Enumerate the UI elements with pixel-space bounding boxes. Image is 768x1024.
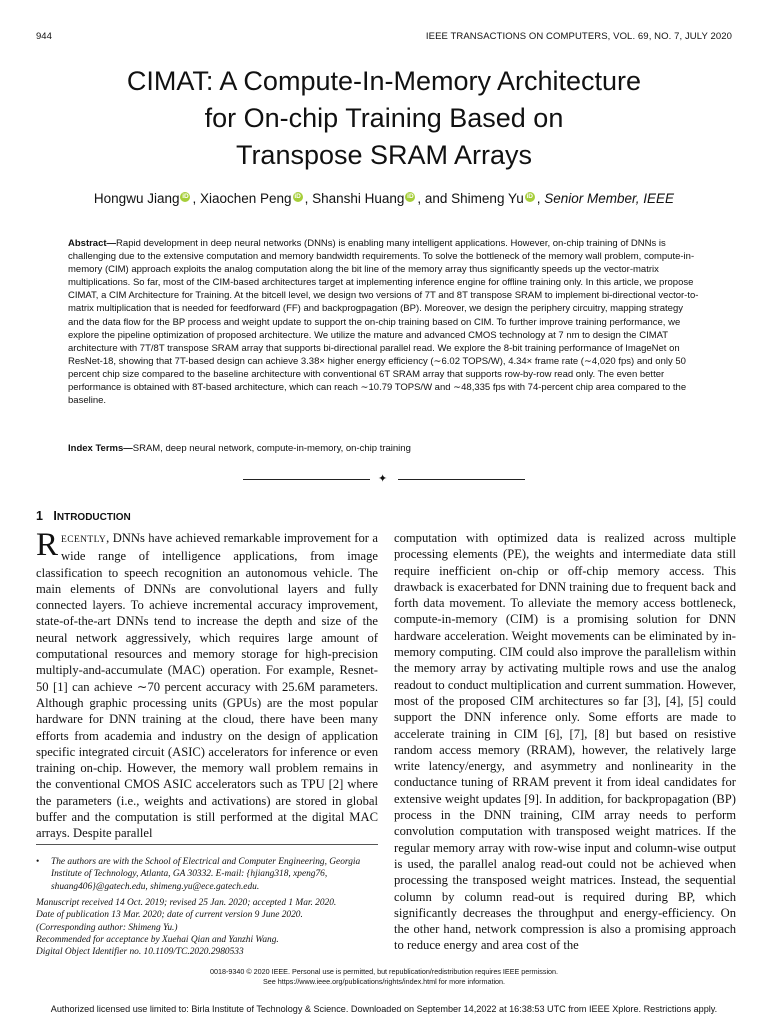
section-title-first-letter: I: [53, 509, 57, 523]
section-title-rest: NTRODUCTION: [56, 512, 131, 523]
index-terms-label: Index Terms: [68, 443, 124, 454]
title-line-1: CIMAT: A Compute-In-Memory Architecture: [126, 66, 642, 96]
paper-title: [40, 63, 728, 174]
title-line-3: Transpose SRAM Arrays: [235, 140, 533, 170]
doi-line: Digital Object Identifier no. 10.1109/TC.2020.2980533: [36, 947, 244, 958]
footnote-rule: [36, 844, 378, 845]
author-suffix: ,: [536, 191, 545, 206]
license-footer: Authorized licensed use limited to: Birla Institute of Technology & Science. Downloaded on September 14,2022 at 16:38:53 UTC from IEEE Xplore. Restrictions apply.: [50, 1004, 718, 1014]
index-terms-dash: —: [123, 443, 133, 454]
first-word-smallcaps: ECENTLY: [61, 535, 107, 545]
abstract: [68, 237, 700, 407]
copyright-notice: [40, 967, 728, 986]
abstract-label: Abstract: [68, 238, 107, 249]
separator-rule-right: [398, 479, 525, 480]
affiliation-text: The authors are with the School of Electrical and Computer Engineering, Georgia Institute of Technology, Atlanta, GA 30332. E-mail: {hjiang318, xpeng76, shuang406}@gatech.edu, shimeng.yu@ece.gatech.edu.: [51, 857, 361, 892]
index-terms: [68, 443, 700, 454]
corresponding-line: (Corresponding author: Shimeng Yu.): [36, 922, 178, 933]
title-line-2: for On-chip Training Based on: [204, 103, 564, 133]
body-column-right: [394, 530, 736, 954]
body-column-left: [36, 527, 378, 842]
journal-header: IEEE TRANSACTIONS ON COMPUTERS, VOL. 69, NO. 7, JULY 2020: [425, 31, 732, 42]
body-text-left: , DNNs have achieved remarkable improvement for a wide range of intelligence applications, from image classification to speech recognition an autonomous vehicle. The main elements of DNNs are convolutional layers and fully connected layers. To achieve incremental accuracy improvement, state-of-the-art DNNs tend to increase the depth and size of the neural network aggressively, which requires large amount of computational resources and memory storage for high-precision multiply-and-accumulate (MAC) operation. For example, Resnet-50 [1] can achieve ∼70 percent accuracy with 25.6M parameters. Although graphic processing units (GPUs) are the most popular hardware for DNN training at the cloud, there have been many efforts from academia and industry on the design of application specific integrated circuit (ASIC) accelerators for inference or even training on-chip. However, the memory wall problem remains in the conventional CMOS ASIC accelerators such as TPU [2] where the parameters (i.e., weights and activations) are stored in global buffer and the computation is still performed at the digital MAC arrays. Despite parallel: [36, 531, 378, 841]
author-list: [40, 191, 728, 206]
copyright-line-2: See https://www.ieee.org/publications/rights/index.html for more information.: [262, 976, 506, 986]
author-name: , and Shimeng Yu: [417, 191, 524, 206]
orcid-icon[interactable]: iD: [182, 192, 189, 200]
orcid-icon[interactable]: iD: [407, 192, 414, 200]
recommended-line: Recommended for acceptance by Xuehai Qian and Yanzhi Wang.: [36, 934, 279, 945]
footnote-publication: [36, 897, 378, 958]
bullet-icon: •: [36, 857, 40, 867]
body-paragraph: [36, 527, 378, 842]
author-membership: Senior Member, IEEE: [544, 191, 675, 206]
orcid-icon[interactable]: iD: [294, 192, 301, 200]
author-name: , Xiaochen Peng: [192, 191, 292, 206]
orcid-icon[interactable]: iD: [526, 192, 533, 200]
author-name: Hongwu Jiang: [93, 191, 180, 206]
footnote-affiliation: [36, 856, 378, 893]
abstract-text: Rapid development in deep neural networks (DNNs) is enabling many intelligent applications. However, on-chip training of DNNs is challenging due to the extensive computation and memory bandwidth requirements. To solve the bottleneck of the memory wall problem, compute-in-memory (CIM) approach exploits the analog computation along the bit line of the memory array thus significantly speeds up the vector-matrix multiplications. So far, most of the CIM-based architectures target at implementing inference engine for offline training only. In this article, we propose CIMAT, a CIM Architecture for Training. At the bitcell level, we design two versions of 7T and 8T transpose SRAM to implement bi-directional vector-to-matrix multiplication that is needed for feedforward (FF) and backprogpagation (BP). Moreover, we design the periphery circuitry, mapping strategy and the data flow for the BP process and weight update to support the on-chip training based on CIM. To further improve training performance, we explore the pipeline optimization of proposed architecture. We utilize the mature and advanced CMOS technology at 7 nm to design the CIMAT architecture with 7T/8T transpose SRAM array that supports bi-directional parallel read. We explore the 8-bit training performance of ImageNet on ResNet-18, showing that 7T-based design can achieve 3.38× higher energy efficiency (∼6.02 TOPS/W), 4.34× frame rate (∼4,020 fps) and only 50 percent chip size compared to the baseline architecture with conventional 6T SRAM array that supports row-by-row read only. The even better performance is obtained with 8T-based architecture, which can reach ∼10.79 TOPS/W and ∼48,335 fps with 74-percent chip area compared to the baseline.: [68, 238, 699, 407]
section-heading: [36, 509, 131, 523]
abstract-dash: —: [106, 238, 117, 249]
author-name: , Shanshi Huang: [304, 191, 405, 206]
section-number: 1: [36, 509, 43, 523]
separator-rule-left: [243, 479, 370, 480]
index-terms-text: SRAM, deep neural network, compute-in-memory, on-chip training: [132, 443, 411, 454]
drop-cap: R: [36, 527, 59, 563]
received-line: Manuscript received 14 Oct. 2019; revised 25 Jan. 2020; accepted 1 Mar. 2020.: [36, 898, 337, 908]
body-text-right: computation with optimized data is realized across multiple processing elements (PE), the weights and intermediate data still require inefficient on-chip or off-chip memory access. This drawback is exacerbated for DNN training due to frequent back and forth data movement. To alleviate the memory access bottleneck, compute-in-memory (CIM) is a promising solution for DNN hardware acceleration. Weight movements can be eliminated by in-memory computing. CIM could also improve the parallelism within the memory array by activating multiple rows and use the analog readout to conduct multiplication and current summation. However, most of the proposed CIM architectures so far [3], [4], [5] could support the DNN inference only. Some efforts are made to accelerate training in CIM [6], [7], [8] but based on resistive random access memory (RRAM), however, the relatively large write latency/energy, and asymmetry and nonlinearity in the conductance tuning of RRAM prevent it from ideal candidates for extensive weight updates [9]. In addition, for backpropagation (BP) process in the DNN training, CIM array needs to perform convolution computation with transposed weight matrices. If the regular memory array with row-wise input and column-wise output is used, the parallel analog read-out could not be achieved when processing the transposed weight matrices. Instead, the sequential column by column read-out is required during BP, which significantly decreases the throughput and energy-efficiency. On the other hand, network compression is also a promising approach to reduce energy and area cost of the: [394, 531, 736, 953]
copyright-line-1: 0018-9340 © 2020 IEEE. Personal use is permitted, but republication/redistribution requires IEEE permission.: [209, 967, 559, 976]
published-line: Date of publication 13 Mar. 2020; date of current version 9 June 2020.: [36, 910, 303, 921]
separator-diamond-icon: ✦: [378, 473, 388, 485]
page-number: 944: [36, 31, 52, 42]
